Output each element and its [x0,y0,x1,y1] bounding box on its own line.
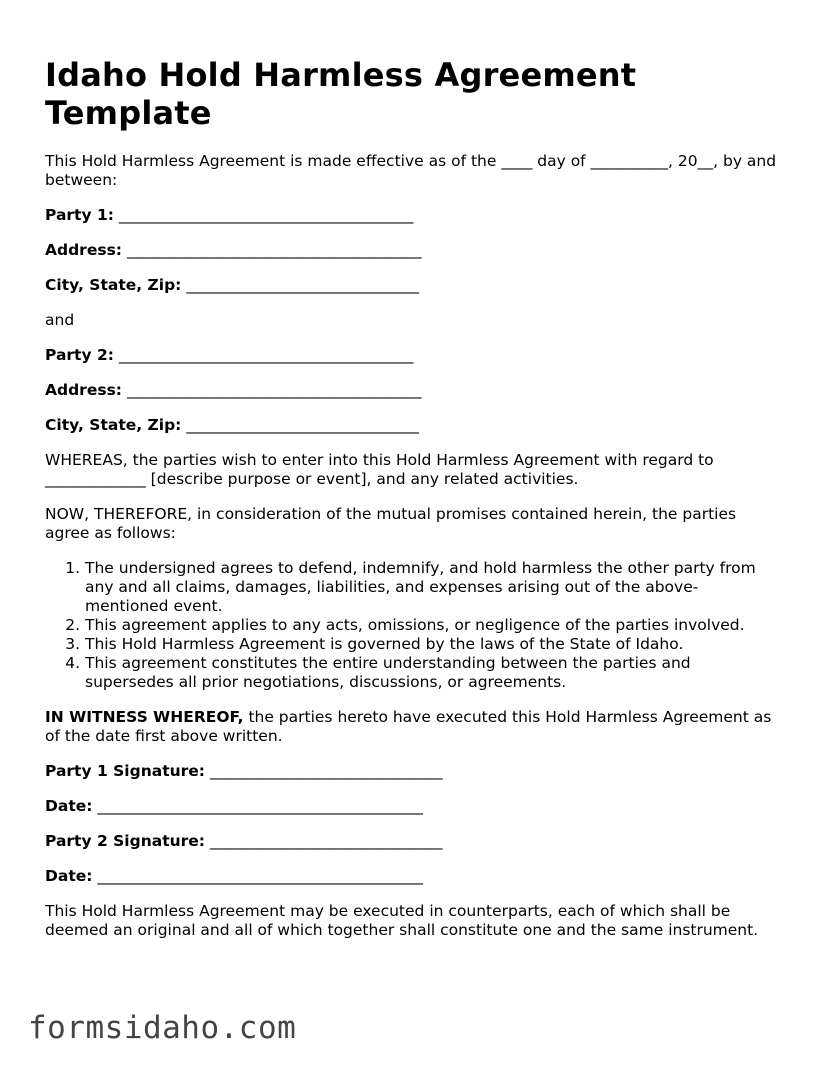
party2-name-label: Party 2: [45,346,114,364]
party2-address-label: Address: [45,381,122,399]
party1-date-field [45,797,780,816]
intro-paragraph: This Hold Harmless Agreement is made effective as of the ____ day of __________, 20__, by and between: [45,152,777,189]
witness-paragraph [45,708,780,746]
whereas-paragraph: WHEREAS, the parties wish to enter into this Hold Harmless Agreement with regard to _____________ [describe purpose or event], and any related activities. [45,451,714,488]
term-item: 3. This Hold Harmless Agreement is governed by the laws of the State of Idaho. [85,635,780,654]
party2-city-field [45,416,780,435]
now-therefore-paragraph: NOW, THEREFORE, in consideration of the mutual promises contained herein, the parties agree as follows: [45,505,737,542]
term-item: 1. The undersigned agrees to defend, indemnify, and hold harmless the other party from any and all claims, damages, liabilities, and expenses arising out of the above-mentioned event. [85,559,780,616]
party2-date-label: Date: [45,867,93,885]
party2-signature-field [45,832,780,851]
party2-address-line: ______________________________________ [126,381,422,399]
party2-date-field [45,867,780,886]
counterparts-paragraph: This Hold Harmless Agreement may be executed in counterparts, each of which shall be deemed an original and all of which together shall constitute one and the same instrument. [45,902,759,939]
terms-list [45,559,780,692]
term-item: 2. This agreement applies to any acts, omissions, or negligence of the parties involved. [85,616,780,635]
party1-signature-field [45,762,780,781]
party1-address-line: ______________________________________ [126,241,422,259]
term-item: 4. This agreement constitutes the entire understanding between the parties and supersedes all prior negotiations, discussions, or agreements. [85,654,780,692]
party2-signature-label: Party 2 Signature: [45,832,206,850]
party1-city-label: City, State, Zip: [45,276,182,294]
party2-signature-line: ______________________________ [209,832,443,850]
party2-city-line: ______________________________ [186,416,419,434]
witness-text: the parties hereto have executed this Hold Harmless Agreement as of the date first above written. [45,708,772,745]
site-watermark: formsidaho.com [28,1010,297,1046]
party2-name-line: ______________________________________ [118,346,414,364]
party1-signature-label: Party 1 Signature: [45,762,206,780]
document-page [45,56,780,940]
party1-address-label: Address: [45,241,122,259]
party2-address-field [45,381,780,400]
party1-name-line: ______________________________________ [118,206,414,224]
party1-city-field [45,276,780,295]
party2-date-line: __________________________________________ [97,867,423,885]
party1-address-field [45,241,780,260]
party1-date-line: __________________________________________ [97,797,423,815]
party1-date-label: Date: [45,797,93,815]
party1-name-label: Party 1: [45,206,114,224]
party1-city-line: ______________________________ [186,276,419,294]
party2-city-label: City, State, Zip: [45,416,182,434]
party1-signature-line: ______________________________ [209,762,443,780]
party2-name-field [45,346,780,365]
and-text: and [45,311,75,329]
party1-name-field [45,206,780,225]
document-title: Idaho Hold Harmless Agreement Template [45,56,637,132]
witness-bold: IN WITNESS WHEREOF, [45,708,244,726]
